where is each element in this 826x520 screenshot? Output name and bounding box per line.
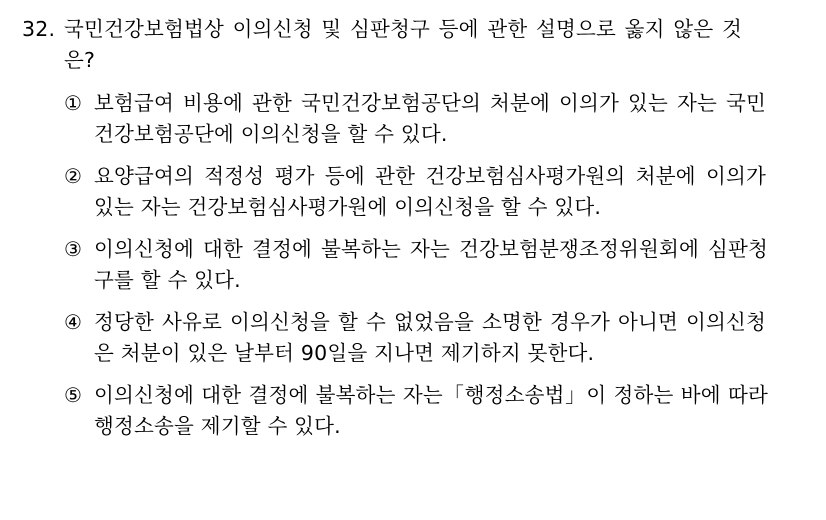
choice-marker-3: ③ [64,237,83,261]
question-block [22,14,804,76]
choice-text-3: 이의신청에 대한 결정에 불복하는 자는 건강보험분쟁조정위원회에 심판청구를 할 수 있다. [94,237,768,292]
choice-marker-1: ① [64,91,83,115]
choice-marker-5: ⑤ [64,383,83,407]
choice-item[interactable] [64,307,804,369]
question-number: 32. [22,17,56,41]
choice-item[interactable] [64,88,804,150]
choice-text-5: 이의신청에 대한 결정에 불복하는 자는「행정소송법」이 정하는 바에 따라 행정소송을 제기할 수 있다. [94,383,768,438]
choice-item[interactable] [64,161,804,223]
choice-item[interactable] [64,380,804,442]
choice-marker-4: ④ [64,310,83,334]
choice-marker-2: ② [64,164,83,188]
choice-text-1: 보험급여 비용에 관한 국민건강보험공단의 처분에 이의가 있는 자는 국민건강보험공단에 이의신청을 할 수 있다. [94,91,766,146]
choice-text-4: 정당한 사유로 이의신청을 할 수 없었음을 소명한 경우가 아니면 이의신청은 처분이 있은 날부터 90일을 지나면 제기하지 못한다. [94,310,766,365]
question-text: 국민건강보험법상 이의신청 및 심판청구 등에 관한 설명으로 옳지 않은 것은? [64,17,742,72]
choice-list [22,88,804,442]
choice-text-2: 요양급여의 적정성 평가 등에 관한 건강보험심사평가원의 처분에 이의가 있는 자는 건강보험심사평가원에 이의신청을 할 수 있다. [94,164,766,219]
choice-item[interactable] [64,234,804,296]
